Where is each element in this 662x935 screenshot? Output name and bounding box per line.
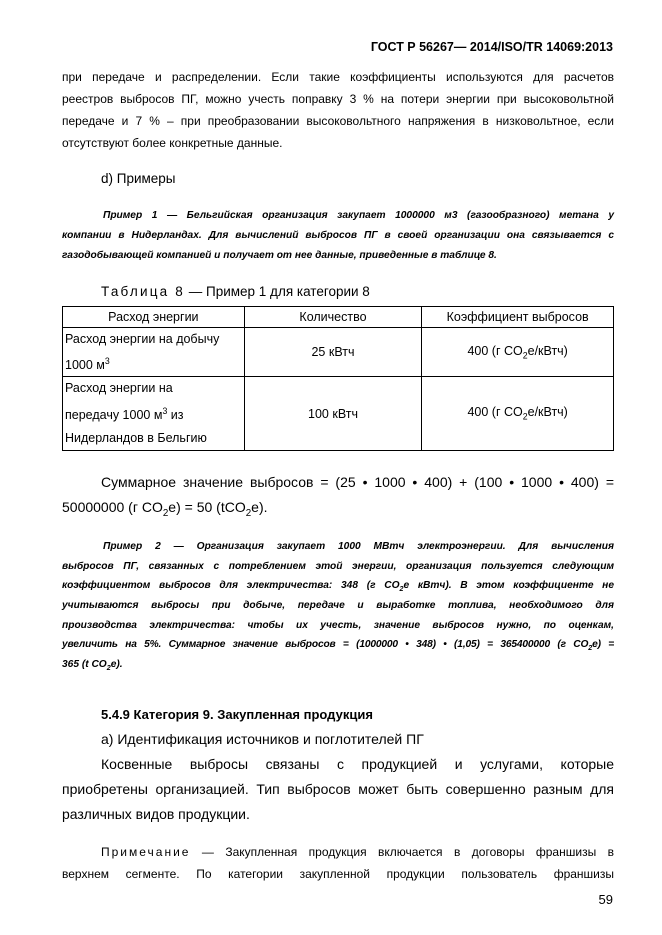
cell-quantity: 100 кВтч bbox=[244, 377, 422, 451]
example-2-text: e). bbox=[110, 659, 123, 671]
column-header-quantity: Количество bbox=[244, 307, 422, 328]
cell-text-part: 400 (г CO bbox=[467, 343, 523, 358]
intro-line: при передаче и распределении. Если такие коэффициенты используются для расчетов bbox=[62, 70, 614, 84]
example-2-line: Пример 2 — Организация закупает 1000 MBтч электроэнергии. Для вычисления bbox=[103, 541, 614, 552]
example-2-line: производства электричества: чтобы их учесть, значение выбросов нужно, по оценкам, bbox=[62, 619, 614, 631]
section-item-a: a) Идентификация источников и поглотителей ПГ bbox=[101, 731, 424, 747]
table-header-row bbox=[63, 307, 614, 328]
cell-text: Расход энергии на bbox=[65, 381, 173, 396]
note bbox=[62, 845, 614, 889]
cell-text: Расход энергии на добычу bbox=[65, 332, 220, 346]
summary-line: Суммарное значение выбросов = (25 • 1000 • 400) + (100 • 1000 • 400) = bbox=[101, 474, 614, 490]
cell-text-part: 1000 м bbox=[65, 358, 105, 373]
subscript: 2 bbox=[162, 507, 169, 519]
superscript: 3 bbox=[104, 356, 110, 366]
example-2-text: е кВтч). В этом коэффициенте не bbox=[403, 580, 614, 592]
cell-coefficient bbox=[422, 377, 614, 451]
intro-line: отсутствуют более конкретные данные. bbox=[62, 136, 283, 150]
section-paragraph-line: различных видов продукции. bbox=[62, 806, 250, 822]
subscript: 2 bbox=[522, 350, 528, 361]
cell-quantity: 25 кВтч bbox=[244, 328, 422, 377]
cell-text-part: е/кВтч) bbox=[527, 405, 568, 420]
cell-text bbox=[65, 350, 242, 376]
example-2-text: коэффициентом выбросов для электричества: 348 (г CO bbox=[62, 580, 400, 592]
example-1-line: газодобывающей компанией и получает от нее данные, приведенные в таблице 8. bbox=[62, 250, 497, 261]
cell-energy bbox=[63, 377, 245, 451]
note-label: Примечание bbox=[101, 845, 191, 859]
document-header: ГОСТ Р 56267— 2014/ISO/TR 14069:2013 bbox=[370, 40, 613, 54]
cell-coefficient bbox=[422, 328, 614, 377]
intro-line: реестров выбросов ПГ, можно учесть поправку 3 % на потери энергии при высоковольтной bbox=[62, 92, 614, 106]
example-2-line bbox=[62, 639, 614, 659]
example-2 bbox=[62, 541, 614, 679]
table-8-caption bbox=[101, 284, 370, 299]
cell-text-part: передачу 1000 м bbox=[65, 408, 163, 423]
example-2-line: учитываются выбросы при добыче, передаче и выработке топлива, необходимого для bbox=[62, 600, 614, 612]
cell-text bbox=[65, 400, 242, 427]
table-row bbox=[63, 377, 614, 451]
cell-text: Нидерландов в Бельгию bbox=[65, 431, 207, 446]
summary-text: е) = 50 (tCO bbox=[168, 499, 246, 515]
example-2-text: е) = bbox=[592, 639, 614, 651]
example-1-line: Пример 1 — Бельгийская организация закупает 1000000 м3 (газообразного) метана у bbox=[103, 210, 614, 221]
example-2-line bbox=[62, 659, 614, 679]
section-paragraph-line: Косвенные выбросы связаны с продукцией и услугами, которые bbox=[101, 756, 614, 772]
subscript: 2 bbox=[245, 507, 252, 519]
example-2-text: увеличить на 5%. Суммарное значение выбросов = (1000000 • 348) • (1,05) = 365400000 (г CO bbox=[62, 639, 589, 651]
section-paragraph-line: приобретены организацией. Тип выбросов может быть совершенно разным для bbox=[62, 781, 614, 797]
table-8-caption-prefix: Таблица 8 bbox=[101, 284, 185, 299]
section-5-4-9-title: 5.4.9 Категория 9. Закупленная продукция bbox=[101, 707, 373, 722]
cell-text-part: из bbox=[167, 408, 184, 423]
subscript: 2 bbox=[522, 411, 528, 422]
example-1 bbox=[62, 210, 614, 270]
table-8-caption-text: — Пример 1 для категории 8 bbox=[185, 284, 370, 299]
example-2-line bbox=[62, 580, 614, 600]
cell-text-part: 400 (г CO bbox=[467, 405, 523, 420]
example-2-line: выбросов ПГ, связанных с потреблением этой энергии, организация пользуется следующим bbox=[62, 560, 614, 572]
example-1-line: компании в Нидерландах. Для вычислений выбросов ПГ в своей организации она связывается с bbox=[62, 230, 614, 241]
cell-text-part: е/кВтч) bbox=[527, 343, 568, 358]
summary-text: е). bbox=[251, 499, 268, 515]
summary-line bbox=[62, 499, 614, 524]
section-d-heading: d) Примеры bbox=[101, 171, 176, 186]
summary-paragraph bbox=[62, 474, 614, 524]
superscript: 3 bbox=[162, 406, 168, 417]
cell-energy bbox=[63, 328, 245, 377]
table-8 bbox=[62, 306, 614, 451]
note-line: верхнем сегменте. По категории закупленной продукции пользователь франшизы bbox=[62, 867, 614, 881]
example-2-text: 365 (t CO bbox=[62, 659, 107, 671]
summary-text: 50000000 (г CO bbox=[62, 499, 163, 515]
intro-line: передаче и 7 % – при преобразовании высоковольтного напряжения в низковольтное, если bbox=[62, 114, 614, 128]
column-header-coefficient: Коэффициент выбросов bbox=[422, 307, 614, 328]
table-row bbox=[63, 328, 614, 377]
subscript: 2 bbox=[106, 664, 111, 673]
page-number: 59 bbox=[598, 892, 613, 907]
intro-paragraph bbox=[62, 70, 614, 158]
subscript: 2 bbox=[588, 644, 593, 653]
note-line bbox=[62, 845, 614, 867]
section-paragraph bbox=[62, 756, 614, 831]
subscript: 2 bbox=[399, 585, 404, 594]
note-text: — Закупленная продукция включается в договоры франшизы в bbox=[190, 845, 614, 859]
column-header-energy: Расход энергии bbox=[63, 307, 245, 328]
